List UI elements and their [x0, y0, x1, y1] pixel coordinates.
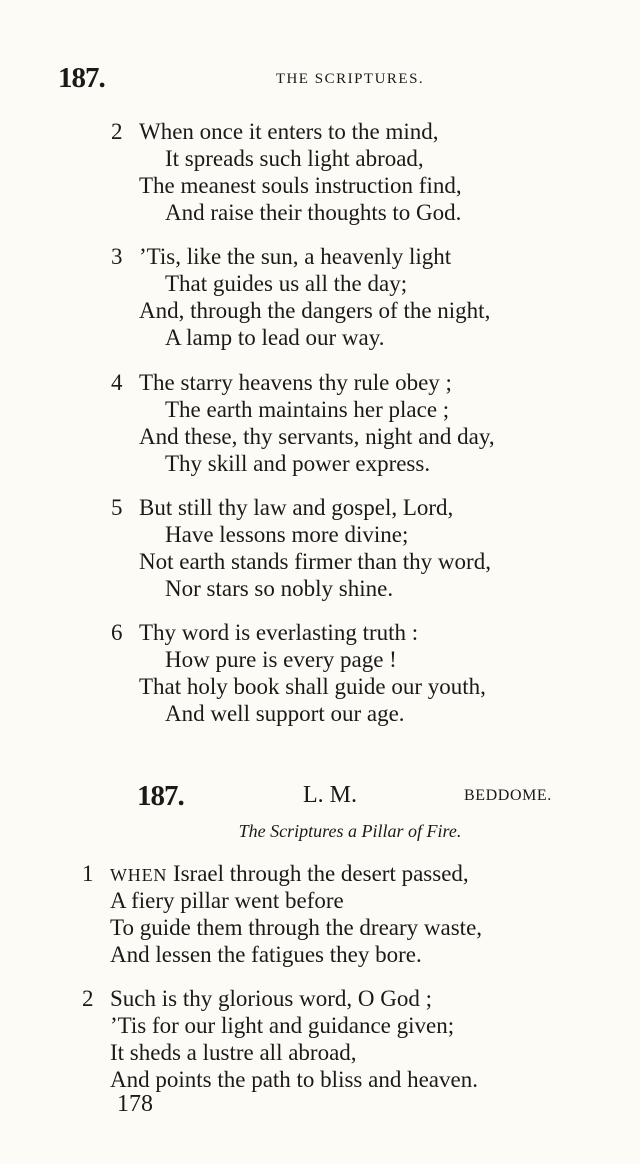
footer-page-number: 178: [117, 1091, 153, 1117]
verse-line: It sheds a lustre all abroad,: [110, 1040, 357, 1065]
hymn-meter: L. M.: [303, 782, 357, 808]
header-page-number: 187.: [58, 62, 105, 94]
verse-number: 4: [111, 370, 123, 395]
verse-line: Thy skill and power express.: [165, 451, 431, 476]
verse-line: ’Tis, like the sun, a heavenly light: [139, 244, 452, 269]
hymn-author: BEDDOME.: [464, 787, 552, 804]
verse-line: And raise their thoughts to God.: [165, 200, 462, 225]
drop-word: WHEN: [110, 865, 168, 885]
verse-line: The starry heavens thy rule obey ;: [139, 370, 452, 395]
verse-line: When once it enters to the mind,: [139, 119, 439, 144]
verse-number: 2: [82, 986, 94, 1011]
verse-line: Nor stars so nobly shine.: [165, 576, 394, 601]
verse-line: Have lessons more divine;: [165, 522, 409, 547]
verse-line: A lamp to lead our way.: [165, 325, 385, 350]
verse-line: How pure is every page !: [165, 647, 397, 672]
hymn-number: 187.: [137, 780, 184, 812]
verse-number: 6: [111, 620, 123, 645]
verse-line: And these, thy servants, night and day,: [139, 424, 495, 449]
verse-line: It spreads such light abroad,: [165, 146, 424, 171]
verse-line: [110, 860, 469, 889]
hymn-heading: [0, 780, 640, 812]
verse-line-rest: Israel through the desert passed,: [167, 861, 469, 886]
running-title: THE SCRIPTURES.: [275, 71, 425, 87]
verse-line: A fiery pillar went before: [110, 888, 344, 913]
verse-line: To guide them through the dreary waste,: [110, 915, 483, 940]
verse-line: Not earth stands firmer than thy word,: [139, 549, 491, 574]
verse-line: Thy word is everlasting truth :: [139, 620, 419, 645]
verse-line: That guides us all the day;: [165, 271, 408, 296]
verse-line: Such is thy glorious word, O God ;: [110, 986, 432, 1011]
verse-number: 3: [111, 244, 123, 269]
verse-number: 1: [82, 861, 94, 886]
hymn-subtitle: The Scriptures a Pillar of Fire.: [238, 821, 462, 841]
verse-line: But still thy law and gospel, Lord,: [139, 495, 454, 520]
verse-line: That holy book shall guide our youth,: [139, 674, 486, 699]
verse-line: And well support our age.: [165, 701, 405, 726]
verse-line: And points the path to bliss and heaven.: [110, 1067, 478, 1092]
verse-line: And, through the dangers of the night,: [139, 298, 491, 323]
verse-line: The meanest souls instruction find,: [139, 173, 462, 198]
verse-line: The earth maintains her place ;: [165, 397, 450, 422]
verse-line: And lessen the fatigues they bore.: [110, 942, 422, 967]
verse-number: 2: [111, 119, 123, 144]
running-header: [0, 62, 640, 94]
verse-number: 5: [111, 495, 123, 520]
verse-line: ’Tis for our light and guidance given;: [110, 1013, 455, 1038]
